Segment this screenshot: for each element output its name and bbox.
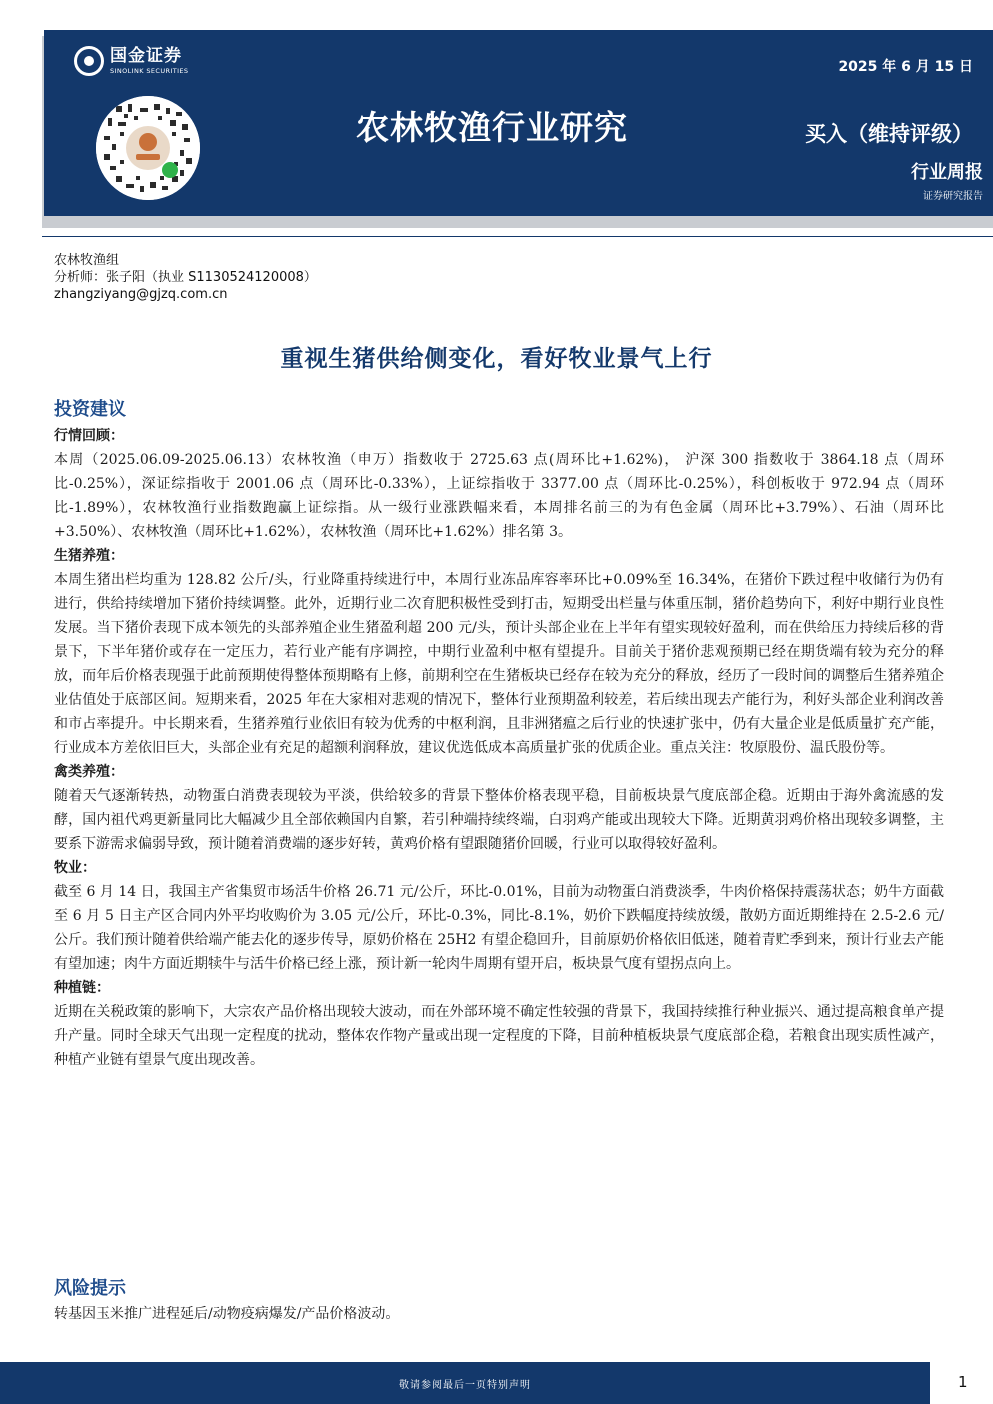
section-risk-body (54, 1302, 944, 1326)
analyst-email[interactable]: zhangziyang@gjzq.com.cn (54, 287, 228, 302)
page-number: 1 (958, 1373, 968, 1391)
report-type: 行业周报 (911, 162, 983, 183)
report-subtype: 证券研究报告 (923, 191, 983, 202)
subheading-livestock: 牧业： (54, 860, 96, 876)
subheading-hog: 生猪养殖： (54, 548, 124, 564)
logo-en-text: SINOLINK SECURITIES (110, 66, 189, 75)
logo-cn-text: 国金证券 (110, 45, 182, 66)
report-date: 2025 年 6 月 15 日 (838, 59, 973, 75)
paragraph-poultry: 随着天气逐渐转热，动物蛋白消费表现较为平淡，供给较多的背景下整体价格表现平稳，目前板块景气度底部企稳。近期由于海外禽流感的发酵，国内祖代鸡更新量同比大幅减少且全部依赖国内自繁，若引种端持续终端，白羽鸡产能或出现较大下降。近期黄羽鸡价格出现较多调整，主要系下游需求偏弱导致，预计随着消费端的逐步好转，黄鸡价格有望跟随猪价回暖，行业可以取得较好盈利。 (54, 788, 944, 852)
qr-code[interactable] (96, 96, 200, 200)
header-divider (42, 236, 993, 237)
section-heading-investment: 投资建议 (54, 399, 126, 420)
subheading-review: 行情回顾： (54, 428, 124, 444)
section-investment-body (54, 424, 944, 1072)
footer-disclaimer-note: 敬请参阅最后一页特别声明 (399, 1380, 531, 1391)
company-logo (74, 44, 188, 78)
paragraph-review: 本周（2025.06.09-2025.06.13）农林牧渔（申万）指数收于 2725.63 点(周环比+1.62%)， 沪深 300 指数收于 3864.18 点（周环比-0.25%），深证综指收于 2001.06 点（周环比-0.33%），上证综指收于 3377.00 点（周环比-0.25%），科创板收于 972.94 点（周环比-1.89%），农林牧渔行业指数跑赢上证综指。从一级行业涨跌幅来看，本周排名前三的为有色金属（周环比+3.79%）、石油（周环比+3.50%）、农林牧渔（周环比+1.62%），农林牧渔（周环比+1.62%）排名第 3。 (54, 452, 944, 540)
headline: 重视生猪供给侧变化，看好牧业景气上行 (280, 346, 713, 372)
section-heading-risk: 风险提示 (54, 1278, 126, 1299)
report-title: 农林牧渔行业研究 (356, 108, 628, 147)
header-banner (44, 30, 993, 216)
paragraph-risk: 转基因玉米推广进程延后/动物疫病爆发/产品价格波动。 (54, 1306, 400, 1322)
subheading-planting: 种植链： (54, 980, 110, 996)
paragraph-livestock: 截至 6 月 14 日，我国主产省集贸市场活牛价格 26.71 元/公斤，环比-0.01%，目前为动物蛋白消费淡季，牛肉价格保持震荡状态；奶牛方面截至 6 月 5 日主产区合同内外平均收购价为 3.05 元/公斤，环比-0.3%，同比-8.1%，奶价下跌幅度持续放缓，散奶方面近期维持在 2.5-2.6 元/公斤。我们预计随着供给端产能去化的逐步传导，原奶价格在 25H2 有望企稳回升，目前原奶价格依旧低迷，随着青贮季到来，预计行业去产能有望加速；肉牛方面近期犊牛与活牛价格已经上涨，预计新一轮肉牛周期有望开启，板块景气度有望拐点向上。 (54, 884, 944, 972)
logo-icon (74, 46, 104, 76)
paragraph-planting: 近期在关税政策的影响下，大宗农产品价格出现较大波动，而在外部环境不确定性较强的背景下，我国持续推行种业振兴、通过提高粮食单产提升产量。同时全球天气出现一定程度的扰动，整体农作物产量或出现一定程度的下降，目前种植板块景气度底部企稳，若粮食出现实质性减产，种植产业链有望景气度出现改善。 (54, 1004, 944, 1068)
paragraph-hog: 本周生猪出栏均重为 128.82 公斤/头，行业降重持续进行中，本周行业冻品库容率环比+0.09%至 16.34%，在猪价下跌过程中收储行为仍有进行，供给持续增加下猪价持续调整。此外，近期行业二次育肥积极性受到打击，短期受出栏量与体重压制，猪价趋势向下，利好中期行业良性发展。当下猪价表现下成本领先的头部养殖企业生猪盈利超 200 元/头，预计头部企业在上半年有望实现较好盈利，而在供给压力持续后移的背景下，下半年猪价或存在一定压力，若行业产能有序调控，中期行业盈利中枢有望提升。目前关于猪价悲观预期已经在期货端有较为充分的释放，而年后价格表现强于此前预期使得整体预期略有上修，前期利空在生猪板块已经存在较为充分的释放，经历了一段时间的调整后生猪养殖企业估值处于底部区间。短期来看，2025 年在大家相对悲观的情况下，整体行业预期盈利较差，若后续出现去产能行为，利好头部企业利润改善和市占率提升。中长期来看，生猪养殖行业依旧有较为优秀的中枢利润，且非洲猪瘟之后行业的快速扩张中，仍有大量企业是低质量扩充产能，行业成本方差依旧巨大，头部企业有充足的超额利润释放，建议优选低成本高质量扩张的优质企业。重点关注：牧原股份、温氏股份等。 (54, 572, 944, 756)
research-group: 农林牧渔组 (54, 253, 120, 268)
analyst-name: 分析师：张子阳（执业 S1130524120008） (54, 270, 317, 285)
author-block (54, 252, 317, 303)
subheading-poultry: 禽类养殖： (54, 764, 124, 780)
rating: 买入（维持评级） (805, 122, 973, 146)
